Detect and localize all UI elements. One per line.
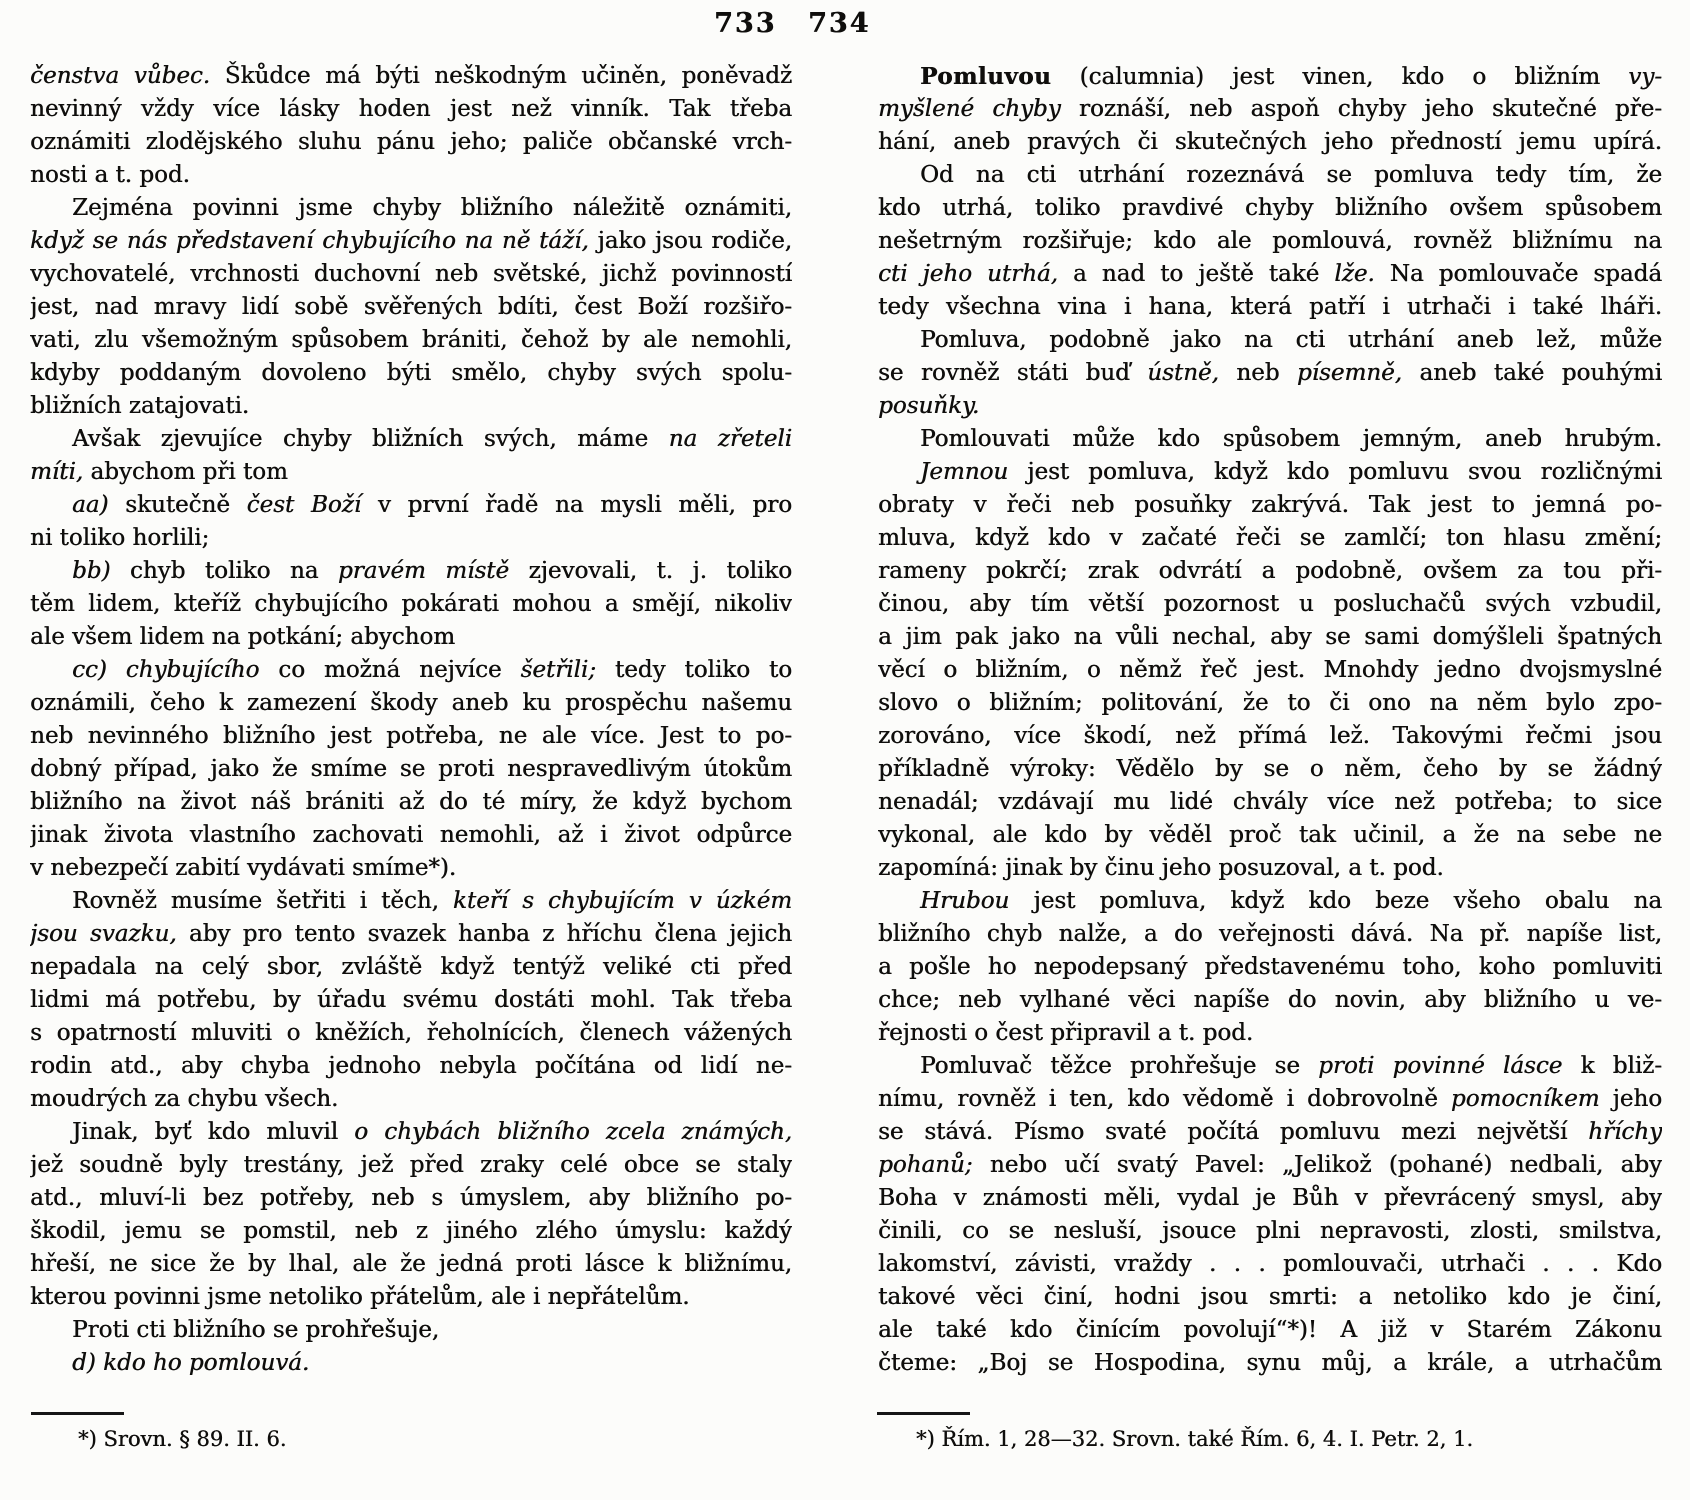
text-line: nosti a t. pod. — [30, 162, 190, 188]
text-line: pohanů; nebo učí svatý Pavel: „Jelikož (pohané) nedbali, aby — [878, 1152, 1662, 1178]
text-line: cti jeho utrhá, a nad to ještě také lže. Na pomlouvače spadá — [878, 261, 1662, 287]
text-line: neb nevinného bližního jest potřeba, ne ale více. Jest to po- — [30, 723, 792, 749]
text-line: zorováno, více škodí, než přímá lež. Takovými řečmi jsou — [878, 723, 1662, 749]
text-line: hřeší, ne sice že by lhal, ale že jedná proti lásce k bližnímu, — [30, 1251, 792, 1277]
text-line: bližních zatajovati. — [30, 393, 250, 419]
text-line: škodil, jemu se pomstil, neb z jiného zlého úmyslu: každý — [30, 1218, 792, 1244]
text-line: slovo o bližním; politování, že to či ono na něm bylo zpo- — [878, 690, 1662, 716]
text-line: nešetrným rozšiřuje; kdo ale pomlouvá, rovněž bližnímu na — [878, 228, 1662, 254]
text-line: d) kdo ho pomlouvá. — [72, 1350, 310, 1376]
text-line: činili, co se nesluší, jsouce plni nepravosti, zlosti, smilstva, — [878, 1218, 1662, 1244]
text-line: čteme: „Boj se Hospodina, synu můj, a krále, a utrhačům — [878, 1350, 1662, 1376]
text-line: tedy všechna vina i hana, která patří i utrhači i také lháři. — [878, 294, 1662, 320]
text-line: jež soudně byly trestány, jež před zraky celé obce se staly — [30, 1152, 792, 1178]
text-line: Boha v známosti měli, vydal je Bůh v převrácený smysl, aby — [878, 1185, 1662, 1211]
text-line: zapomíná: jinak by činu jeho posuzoval, a t. pod. — [878, 855, 1444, 881]
text-line: Rovněž musíme šetřiti i těch, kteří s chybujícím v úzkém — [72, 888, 792, 914]
left-column — [30, 60, 792, 1380]
text-line: nímu, rovněž i ten, kdo vědomě i dobrovolně pomocníkem jeho — [878, 1086, 1662, 1112]
text-line: myšlené chyby roznáší, neb aspoň chyby jeho skutečné pře- — [878, 96, 1662, 122]
text-line: jest, nad mravy lidí sobě svěřených bdíti, čest Boží rozšiřo- — [30, 294, 792, 320]
footnote-left: *) Srovn. § 89. II. 6. — [78, 1427, 287, 1451]
text-line: obraty v řeči neb posuňky zakrývá. Tak jest to jemná po- — [878, 492, 1662, 518]
text-line: nevinný vždy více lásky hoden jest než vinník. Tak třeba — [30, 96, 792, 122]
text-line: mluva, když kdo v začaté řeči se zamlčí; ton hlasu změní; — [878, 525, 1662, 551]
page-number-left: 733 — [714, 8, 777, 39]
text-line: posuňky. — [878, 393, 980, 419]
text-line: kdyby poddaným dovoleno býti smělo, chyby svých spolu- — [30, 360, 792, 386]
text-line: oznámiti zlodějského sluhu pánu jeho; paliče občanské vrch- — [30, 129, 792, 155]
text-line: Jemnou jest pomluva, když kdo pomluvu svou rozličnými — [920, 459, 1662, 485]
text-line: Pomlouvati může kdo spůsobem jemným, aneb hrubým. — [920, 426, 1662, 452]
text-line: dobný případ, jako že smíme se proti nespravedlivým útokům — [30, 756, 792, 782]
text-line: kdo utrhá, toliko pravdivé chyby bližního ovšem spůsobem — [878, 195, 1662, 221]
text-line: Pomluva, podobně jako na cti utrhání aneb lež, může — [920, 327, 1662, 353]
text-line: vykonal, ale kdo by věděl proč tak učinil, a že na sebe ne — [878, 822, 1662, 848]
text-line: hání, aneb pravých či skutečných jeho předností jemu upírá. — [878, 129, 1662, 155]
text-line: Avšak zjevujíce chyby bližních svých, máme na zřeteli — [72, 426, 792, 452]
footnote-rule-left — [31, 1412, 124, 1415]
text-line: čenstva vůbec. Škůdce má býti neškodným učiněn, poněvadž — [30, 63, 792, 89]
text-line: Od na cti utrhání rozeznává se pomluva tedy tím, že — [920, 162, 1662, 188]
text-line: činou, aby tím větší pozornost u posluchačů svých vzbudil, — [878, 591, 1662, 617]
text-line: lakomství, závisti, vraždy . . . pomlouvači, utrhači . . . Kdo — [878, 1251, 1662, 1277]
text-line: a pošle ho nepodepsaný představenému toho, koho pomluviti — [878, 954, 1662, 980]
text-line: jinak života vlastního zachovati nemohli, až i život odpůrce — [30, 822, 792, 848]
text-line: nepadala na celý sbor, zvláště když tentýž veliké cti před — [30, 954, 792, 980]
text-line: lidmi má potřebu, by úřadu svému dostáti mohl. Tak třeba — [30, 987, 792, 1013]
text-line: s opatrností mluviti o kněžích, řeholnících, členech vážených — [30, 1020, 792, 1046]
text-line: řejnosti o čest připravil a t. pod. — [878, 1020, 1254, 1046]
text-line: bb) chyb toliko na pravém místě zjevovali, t. j. toliko — [72, 558, 792, 584]
text-line: takové věci činí, hodni jsou smrti: a netoliko kdo je činí, — [878, 1284, 1662, 1310]
text-line: atd., mluví-li bez potřeby, neb s úmyslem, aby bližního po- — [30, 1185, 792, 1211]
text-line: příkladně výroky: Vědělo by se o něm, čeho by se žádný — [878, 756, 1662, 782]
text-line: míti, abychom při tom — [30, 459, 288, 485]
text-line: ale také kdo činícím povolují“*)! A již v Starém Zákonu — [878, 1317, 1662, 1343]
text-line: cc) chybujícího co možná nejvíce šetřili; tedy toliko to — [72, 657, 792, 683]
text-line: bližního na život náš brániti až do té míry, že když bychom — [30, 789, 792, 815]
text-line: nenadál; vzdávají mu lidé chvály více než potřeba; to sice — [878, 789, 1662, 815]
text-line: jsou svazku, aby pro tento svazek hanba z hříchu člena jejich — [30, 921, 792, 947]
text-line: věcí o bližním, o němž řeč jest. Mnohdy jedno dvojsmyslné — [878, 657, 1662, 683]
footnote-right: *) Řím. 1, 28—32. Srovn. také Řím. 6, 4. I. Petr. 2, 1. — [916, 1427, 1474, 1451]
text-line: Hrubou jest pomluva, když kdo beze všeho obalu na — [920, 888, 1662, 914]
text-line: moudrých za chybu všech. — [30, 1086, 339, 1112]
text-line: Zejména povinni jsme chyby bližního náležitě oznámiti, — [72, 195, 792, 221]
text-line: těm lidem, kteříž chybujícího pokárati mohou a smějí, nikoliv — [30, 591, 792, 617]
text-line: chce; neb vylhané věci napíše do novin, aby bližního u ve- — [878, 987, 1662, 1013]
text-line: Proti cti bližního se prohřešuje, — [72, 1317, 440, 1343]
text-line: oznámili, čeho k zamezení škody aneb ku prospěchu našemu — [30, 690, 792, 716]
text-line: když se nás představení chybujícího na ně táží, jako jsou rodiče, — [30, 228, 792, 254]
right-column — [878, 60, 1662, 1380]
text-line: rameny pokrčí; zrak odvrátí a podobně, ovšem za tou při- — [878, 558, 1662, 584]
text-line: vati, zlu všemožným spůsobem brániti, čehož by ale nemohli, — [30, 327, 792, 353]
text-line: bližního chyb nalže, a do veřejnosti dává. Na př. napíše list, — [878, 921, 1662, 947]
footnote-rule-right — [877, 1412, 970, 1415]
text-line: se rovněž státi buď ústně, neb písemně, aneb také pouhými — [878, 360, 1662, 386]
text-line: Pomluvač těžce prohřešuje se proti povinné lásce k bliž- — [920, 1053, 1662, 1079]
text-line: ni toliko horlili; — [30, 525, 210, 551]
text-line: Jinak, byť kdo mluvil o chybách bližního zcela známých, — [72, 1119, 792, 1145]
text-line: a jim pak jako na vůli nechal, aby se sami domýšleli špatných — [878, 624, 1662, 650]
text-line: rodin atd., aby chyba jednoho nebyla počítána od lidí ne- — [30, 1053, 792, 1079]
page-number-right: 734 — [808, 8, 871, 39]
text-line: Pomluvou (calumnia) jest vinen, kdo o bližním vy- — [920, 63, 1662, 90]
text-line: v nebezpečí zabití vydávati smíme*). — [30, 855, 457, 881]
text-line: se stává. Písmo svaté počítá pomluvu mezi největší hříchy — [878, 1119, 1662, 1145]
text-line: ale všem lidem na potkání; abychom — [30, 624, 455, 650]
text-line: kterou povinni jsme netoliko přátelům, ale i nepřátelům. — [30, 1284, 690, 1310]
text-line: vychovatelé, vrchnosti duchovní neb světské, jichž povinností — [30, 261, 792, 287]
text-line: aa) skutečně čest Boží v první řadě na mysli měli, pro — [72, 492, 792, 518]
